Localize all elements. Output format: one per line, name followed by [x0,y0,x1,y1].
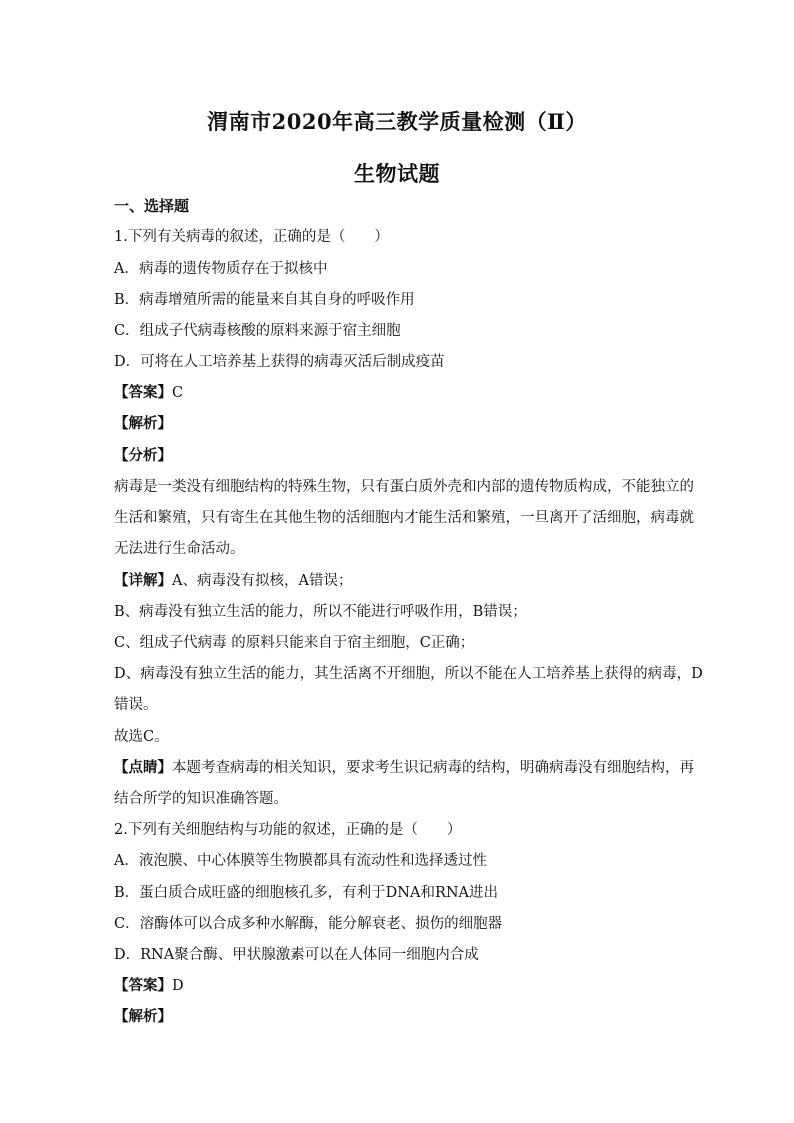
q1-fenxi-line: 病毒是一类没有细胞结构的特殊生物，只有蛋白质外壳和内部的遗传物质构成，不能独立的 [114,479,694,495]
q1-jiexi-tag: 【解析】 [114,415,172,432]
dianjing-tag: 【点睛】 [114,759,172,776]
answer-value: D [172,978,184,994]
q1-xiangjie-line: D、病毒没有独立生活的能力，其生活离不开细胞，所以不能在人工培养基上获得的病毒，D [114,666,703,682]
q1-dianjing-second: 结合所学的知识准确答题。 [114,791,288,807]
q1-xiangjie-line: C、组成子代病毒 的原料只能来自于宿主细胞，C正确； [114,635,475,651]
q1-fenxi-line: 生活和繁殖，只有寄生在其他生物的活细胞内才能生活和繁殖，一旦离开了活细胞，病毒就 [114,510,694,526]
q2-option-d: D．RNA聚合酶、甲状腺激素可以在人体同一细胞内合成 [114,947,479,963]
q2-option-c: C．溶酶体可以合成多种水解酶，能分解衰老、损伤的细胞器 [114,916,503,932]
q1-xiangjie-first [114,571,686,591]
section-heading: 一、选择题 [114,197,190,215]
q1-dianjing-first [114,758,694,778]
q2-answer [114,976,686,996]
q2-stem: 2.下列有关细胞结构与功能的叙述，正确的是（ ） [114,822,462,838]
q1-xiangjie-line: 错误。 [114,697,158,713]
q1-option-b: B．病毒增殖所需的能量来自其自身的呼吸作用 [114,292,415,308]
dianjing-text: 本题考查病毒的相关知识，要求考生识记病毒的结构，明确病毒没有细胞结构，再 [172,760,694,776]
q1-option-d: D．可将在人工培养基上获得的病毒灭活后制成疫苗 [114,354,445,370]
document-title: 渭南市2020年高三教学质量检测（Ⅱ） [207,109,587,134]
q1-option-c: C．组成子代病毒核酸的原料来源于宿主细胞 [114,323,401,339]
answer-tag: 【答案】 [114,384,172,401]
q2-option-a: A．液泡膜、中心体膜等生物膜都具有流动性和选择透过性 [114,853,487,869]
answer-value: C [172,385,184,401]
q2-option-b: B．蛋白质合成旺盛的细胞核孔多，有利于DNA和RNA进出 [114,885,499,901]
q1-stem: 1.下列有关病毒的叙述，正确的是（ ） [114,229,389,245]
answer-tag: 【答案】 [114,977,172,994]
xiangjie-tag: 【详解】 [114,572,172,589]
q1-xiangjie-line: 故选C。 [114,729,169,745]
q1-fenxi-tag: 【分析】 [114,447,172,464]
q1-xiangjie-line: B、病毒没有独立生活的能力，所以不能进行呼吸作用，B错误； [114,604,527,620]
q1-fenxi-line: 无法进行生命活动。 [114,541,245,557]
q2-jiexi-tag: 【解析】 [114,1008,172,1025]
document-subtitle: 生物试题 [354,161,440,186]
q1-option-a: A．病毒的遗传物质存在于拟核中 [114,261,328,277]
q1-answer [114,383,686,403]
xiangjie-text: A、病毒没有拟核，A错误； [172,573,353,589]
